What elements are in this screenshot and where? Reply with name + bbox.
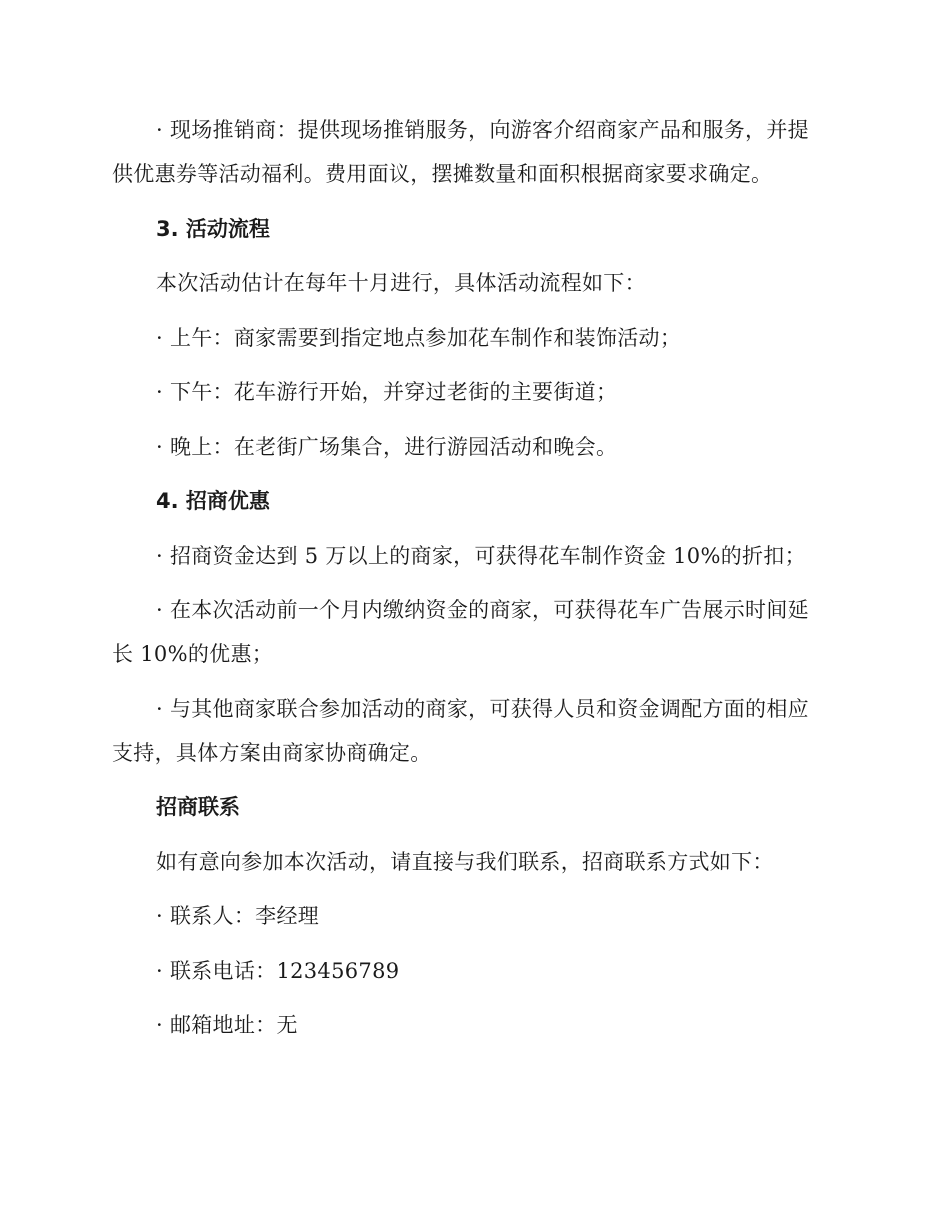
section-heading-offers: 4. 招商优惠: [156, 489, 270, 513]
list-item-contact-person: · 联系人：李经理: [156, 904, 320, 928]
paragraph-flow-intro: 本次活动估计在每年十月进行，具体活动流程如下：: [156, 271, 646, 295]
paragraph-contact-intro: 如有意向参加本次活动，请直接与我们联系，招商联系方式如下：: [156, 849, 774, 874]
list-item-offer-discount: · 招商资金达到 5 万以上的商家，可获得花车制作资金 10%的折扣；: [156, 543, 806, 568]
section-heading-contact: 招商联系: [156, 795, 240, 819]
list-item-afternoon: · 下午：花车游行开始，并穿过老街的主要街道；: [156, 380, 618, 404]
paragraph-onsite-promoter: · 现场推销商：提供现场推销服务，向游客介绍商家产品和服务，并提供优惠券等活动福利。费用面议，摆摊数量和面积根据商家要求确定。: [112, 118, 809, 186]
list-item-morning: · 上午：商家需要到指定地点参加花车制作和装饰活动；: [156, 325, 682, 350]
document-body: [112, 108, 824, 1047]
list-item-evening: · 晚上：在老街广场集合，进行游园活动和晚会。: [156, 434, 618, 459]
list-item-contact-phone: · 联系电话：123456789: [156, 958, 400, 983]
list-item-offer-joint: · 与其他商家联合参加活动的商家，可获得人员和资金调配方面的相应支持，具体方案由商家协商确定。: [112, 696, 809, 765]
section-heading-activity-flow: 3. 活动流程: [156, 216, 270, 241]
list-item-contact-email: · 邮箱地址：无: [156, 1013, 298, 1037]
list-item-offer-early-payment: · 在本次活动前一个月内缴纳资金的商家，可获得花车广告展示时间延长 10%的优惠；: [112, 598, 809, 666]
